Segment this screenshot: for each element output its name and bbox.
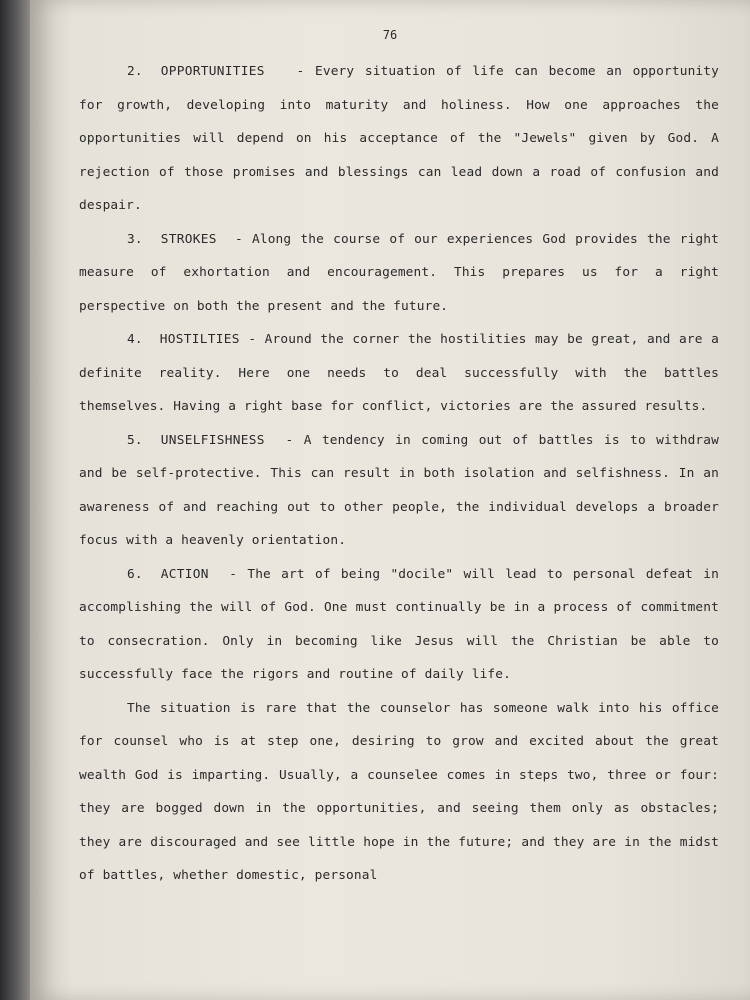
page-number: 76: [382, 28, 398, 42]
item-hostilities: [79, 323, 719, 424]
item-number: 2.: [127, 64, 143, 79]
item-heading: UNSELFISHNESS: [160, 432, 265, 448]
item-heading: OPPORTUNITIES: [160, 64, 265, 79]
item-heading: ACTION: [160, 566, 209, 582]
item-number: 4.: [127, 332, 143, 347]
item-opportunities: [79, 55, 719, 223]
item-number: 6.: [127, 566, 143, 582]
item-unselfishness: [79, 424, 719, 558]
item-text: - The art of being "docile" will lead to personal defeat in accomplishing the will of God. One must continually be in a process of commitment to consecration. Only in becoming like Jesus will the Christian be able to successfully face the rigors and routine of daily life.: [79, 566, 719, 682]
document-page: [30, 0, 750, 1000]
item-number: 3.: [127, 231, 143, 247]
item-strokes: [79, 223, 719, 324]
closing-paragraph: The situation is rare that the counselor has someone walk into his office for counsel who is at step one, desiring to grow and excited about the great wealth God is imparting. Usually, a counselee comes in steps two, three or four: they are bogged down in the opportunities, and seeing them only as obstacles; they are discouraged and see little hope in the future; and they are in the midst of battles, whether domestic, personal: [79, 700, 719, 883]
item-text: - Around the corner the hostilities may be great, and are a definite reality. Here one needs to deal successfully with the battles themselves. Having a right base for conflict, victories are the assured results.: [79, 332, 719, 414]
binder-edge: [0, 0, 30, 1000]
item-action: [79, 558, 719, 692]
item-heading: STROKES: [160, 231, 217, 247]
item-heading: HOSTILTIES: [159, 332, 240, 347]
page-body: [79, 55, 719, 893]
item-text: - Along the course of our experiences God provides the right measure of exhortation and encouragement. This prepares us for a right perspective on both the present and the future.: [79, 231, 719, 314]
item-text: - Every situation of life can become an opportunity for growth, developing into maturity and holiness. How one approaches the opportunities will depend on his acceptance of the "Jewels" given by God. A rejection of those promises and blessings can lead down a road of confusion and despair.: [79, 64, 719, 213]
item-text: - A tendency in coming out of battles is to withdraw and be self-protective. This can result in both isolation and selfishness. In an awareness of and reaching out to other people, the individual develops a broader focus with a heavenly orientation.: [79, 432, 719, 548]
item-number: 5.: [127, 432, 143, 448]
